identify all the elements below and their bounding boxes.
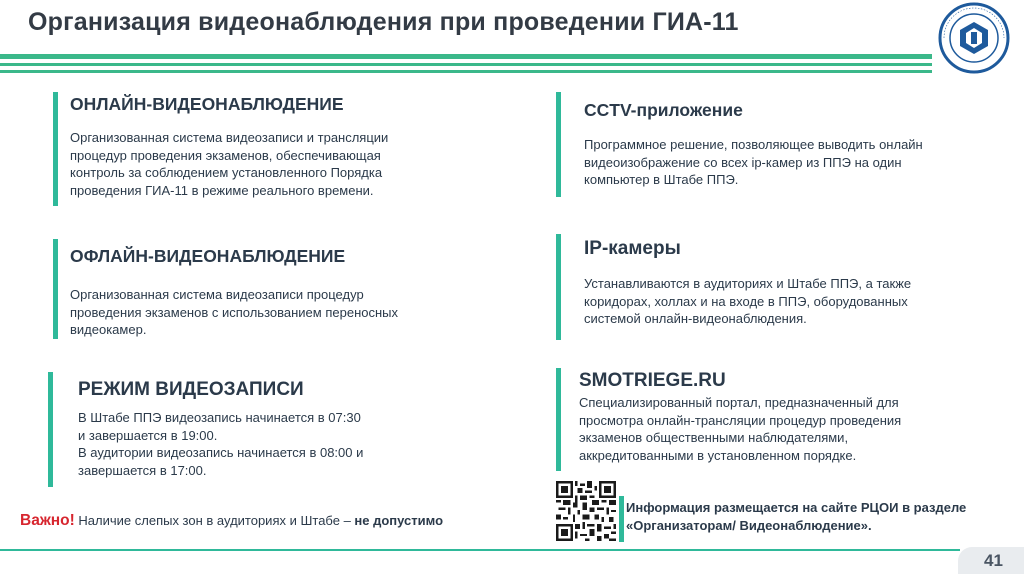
important-note (20, 512, 443, 530)
page-number-tab (958, 547, 1024, 574)
block-cctv-app (556, 92, 996, 197)
info-accent-bar (619, 496, 624, 542)
important-emphasis: не допустимо (354, 513, 444, 528)
page-title: Организация видеонаблюдения при проведении ГИА-11 (28, 8, 739, 36)
block-text: В Штабе ППЭ видеозапись начинается в 07:30 и завершается в 19:00. В аудитории видеозапись начинается в 08:00 и завершается в 17:00. (78, 410, 364, 478)
block-text: Организованная система видеозаписи и трансляции процедур проведения экзаменов, обеспечивающая контроль за соблюдением установленного Порядка проведения ГИА-11 в режиме реального времени. (70, 130, 389, 198)
important-text: Наличие слепых зон в аудиториях и Штабе – (74, 513, 355, 528)
block-text: Организованная система видеозаписи процедур проведения экзаменов с использованием переносных видеокамер. (70, 287, 398, 337)
footer-line (0, 549, 960, 551)
block-text: Программное решение, позволяющее выводить онлайн видеоизображение со всех ip-камер из ППЭ на один компьютер в Штабе ППЭ. (584, 137, 923, 187)
block-text: Устанавливаются в аудиториях и Штабе ППЭ, а также коридорах, холлах и на входе в ППЭ, оборудованных системой онлайн-видеонаблюдения. (584, 276, 912, 326)
block-recording-mode (48, 372, 468, 487)
block-text: Специализированный портал, предназначенный для просмотра онлайн-трансляции процедур проведения экзаменов общественными наблюдателями, аккредитованными в установленном порядке. (579, 395, 902, 463)
qr-code-icon (556, 481, 616, 541)
organization-logo (934, 2, 1014, 74)
block-heading: IP-камеры (584, 238, 681, 259)
important-label: Важно! (20, 512, 75, 529)
block-heading: РЕЖИМ ВИДЕОЗАПИСИ (78, 379, 304, 400)
block-heading: CCTV-приложение (584, 100, 743, 120)
block-offline-surveillance (53, 239, 473, 339)
block-online-surveillance (53, 92, 473, 206)
block-smotriege (556, 368, 996, 471)
block-heading: SMOTRIEGE.RU (579, 370, 726, 391)
block-heading: ОНЛАЙН-ВИДЕОНАБЛЮДЕНИЕ (70, 94, 344, 114)
info-text: Информация размещается на сайте РЦОИ в разделе «Организаторам/ Видеонаблюдение». (626, 500, 967, 533)
block-heading: ОФЛАЙН-ВИДЕОНАБЛЮДЕНИЕ (70, 246, 346, 266)
block-ip-cameras (556, 234, 996, 340)
page-number: 41 (984, 551, 1003, 570)
